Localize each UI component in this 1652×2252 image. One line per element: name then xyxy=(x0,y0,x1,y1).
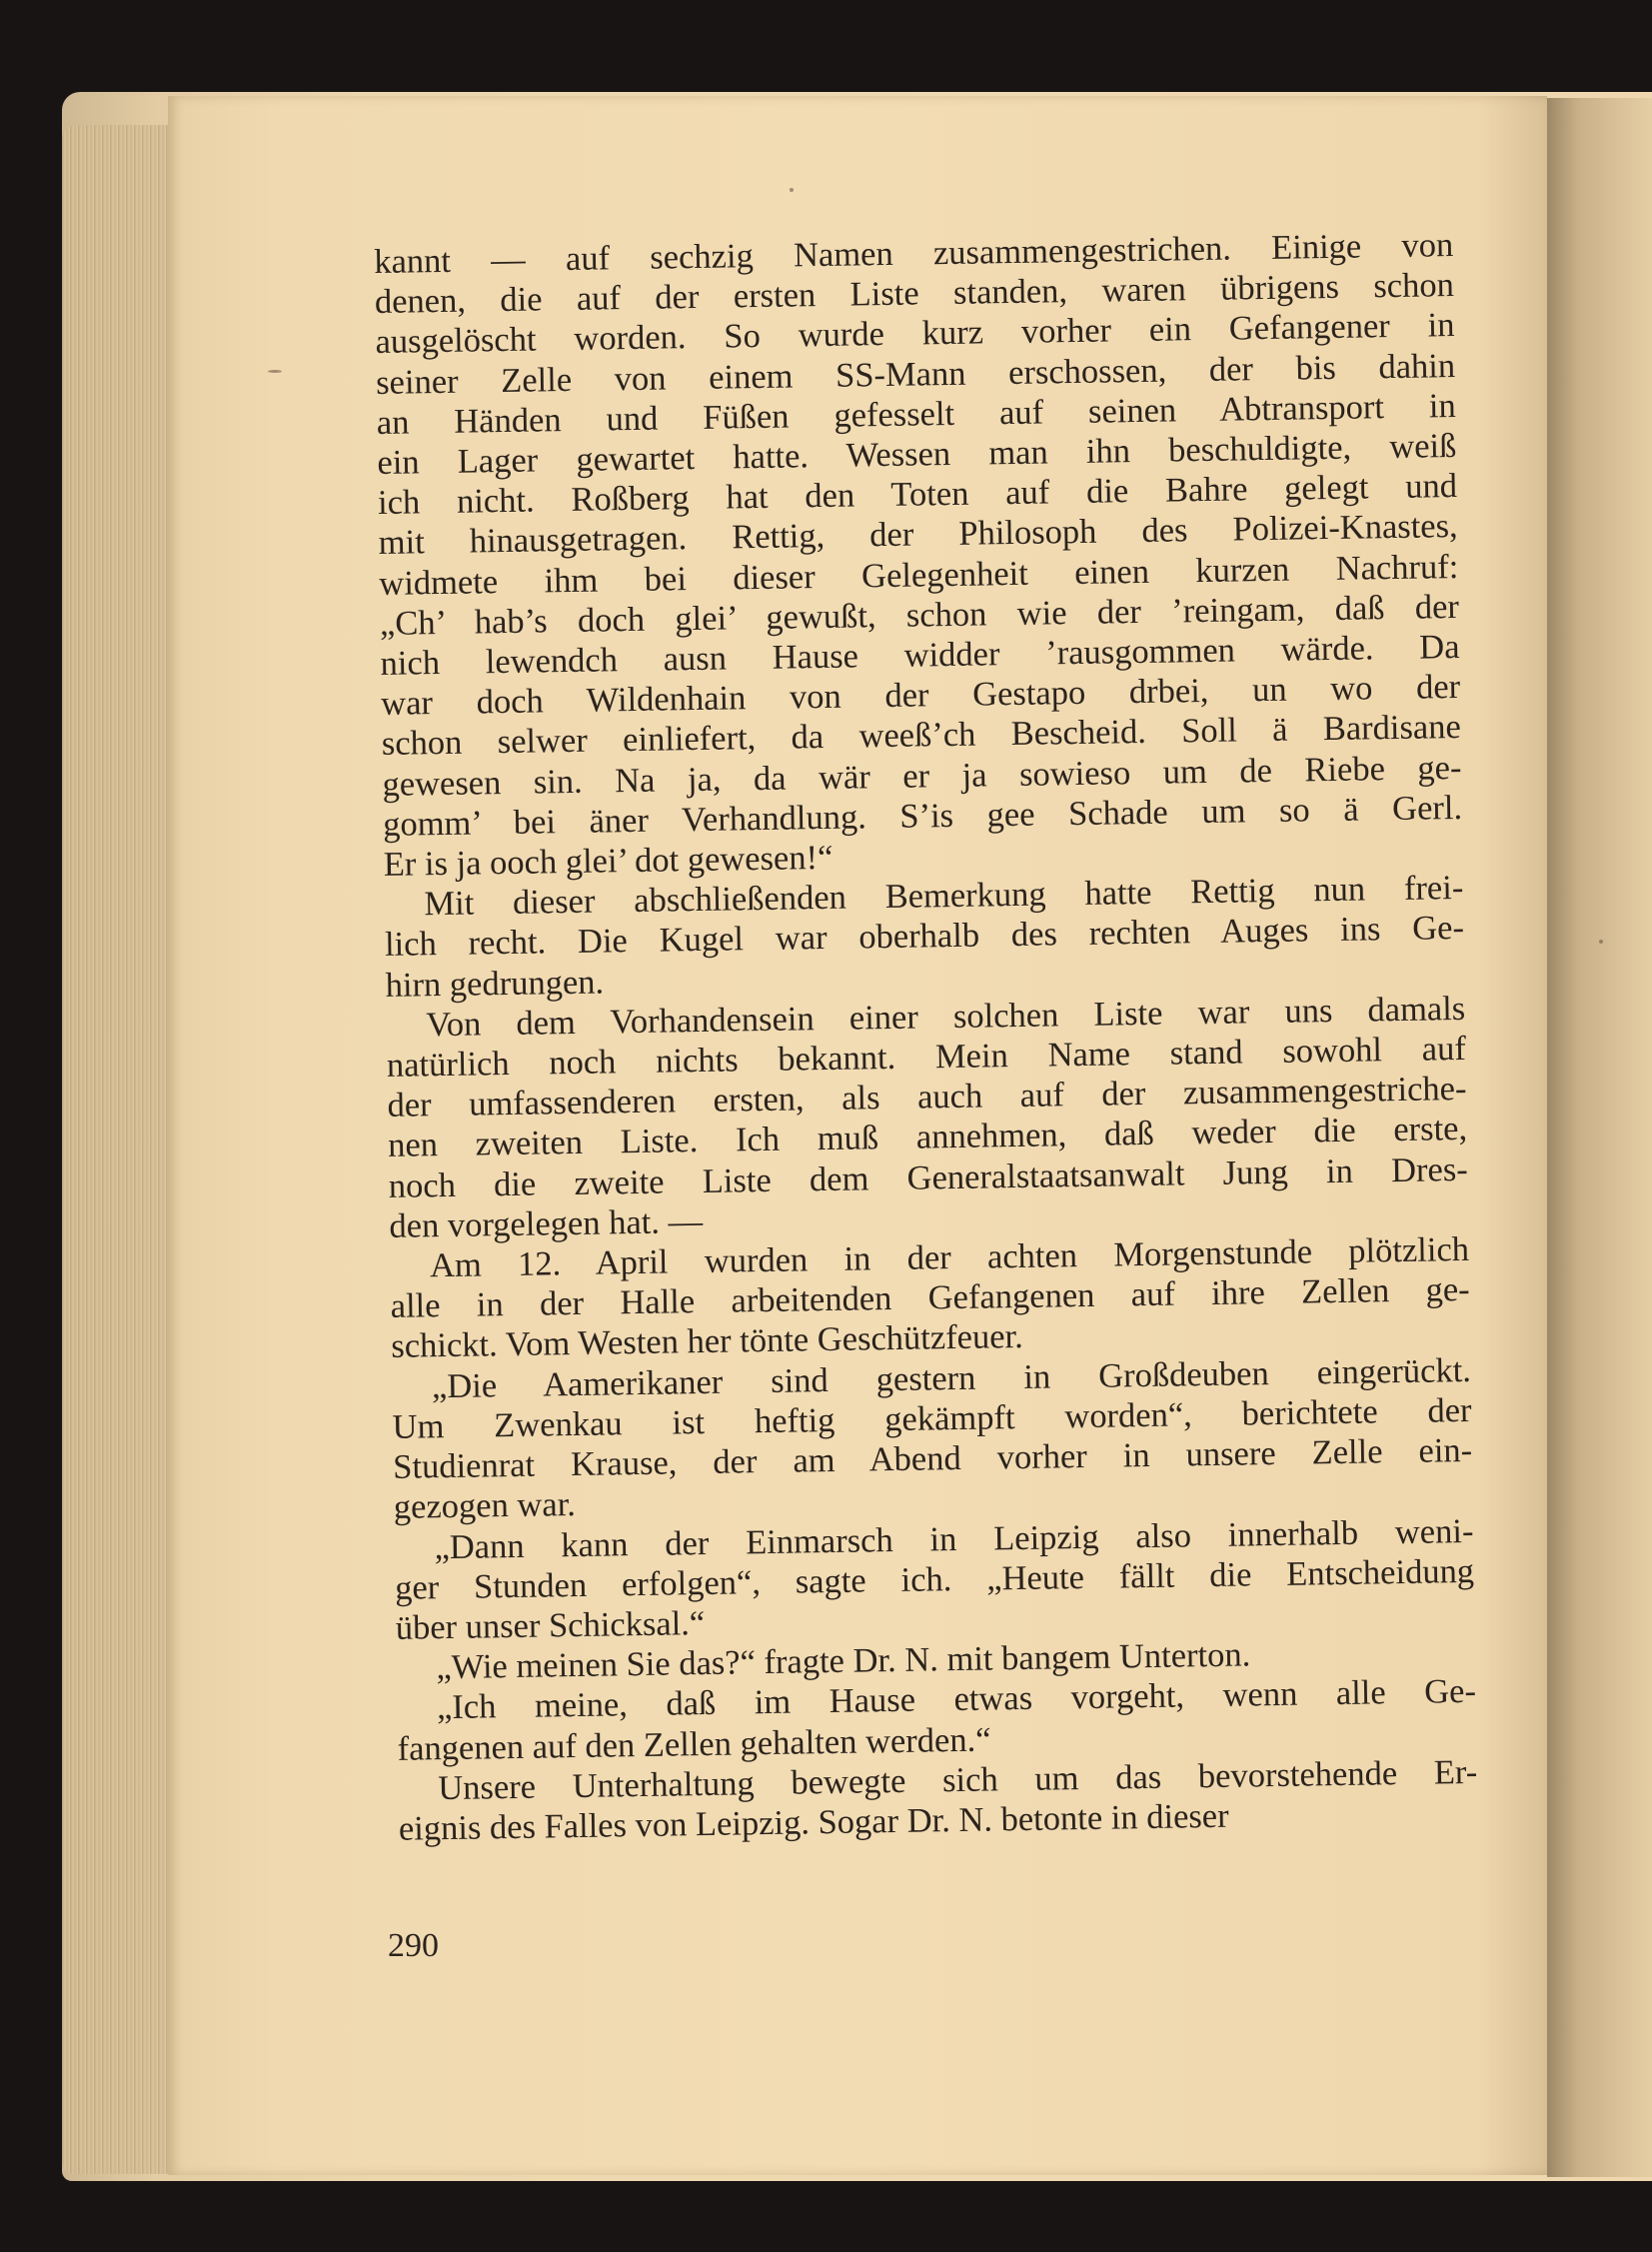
text-line: gezogen war. xyxy=(393,1485,577,1527)
text-line: nich lewendch ausn Hause widder ’rausgommen wärde. Da xyxy=(380,628,1460,683)
text-line: noch die zweite Liste dem Generalstaatsanwalt Jung in Dres- xyxy=(388,1149,1469,1205)
text-line: Von dem Vorhandensein einer solchen Liste war uns damals xyxy=(426,989,1466,1045)
text-line: den vorgelegen hat. — xyxy=(389,1201,704,1245)
text-line: Um Zwenkau ist heftig gekämpft worden“, berichtete der xyxy=(392,1390,1472,1446)
text-line: der umfassenderen ersten, als auch auf der zusammengestriche- xyxy=(387,1070,1467,1126)
text-line: schickt. Vom Westen her tönte Geschützfeuer. xyxy=(391,1317,1024,1366)
paragraph xyxy=(390,1229,1471,1367)
page-number: 290 xyxy=(388,1927,439,1964)
text-line: ger Stunden erfolgen“, sagte ich. „Heute fällt die Entscheidung xyxy=(394,1551,1475,1607)
text-line: hirn gedrungen. xyxy=(385,963,605,1005)
text-line: Mit dieser abschließenden Bemerkung hatte Rettig nun frei- xyxy=(424,869,1464,924)
text-line: natürlich noch nichts bekannt. Mein Name stand sowohl auf xyxy=(386,1029,1467,1085)
text-line: schon selwer einliefert, da weeß’ch Bescheid. Soll ä Bardisane xyxy=(381,708,1462,764)
text-line: nen zweiten Liste. Ich muß annehmen, daß weder die erste, xyxy=(387,1110,1468,1165)
text-line: ein Lager gewartet hatte. Wessen man ihn beschuldigte, weiß xyxy=(377,427,1457,482)
text-line: widmete ihm bei dieser Gelegenheit einen kurzen Nachruf: xyxy=(379,547,1459,603)
text-line: kannt — auf sechzig Namen zusammengestrichen. Einige von xyxy=(374,226,1454,281)
text-line: ich nicht. Roßberg hat den Toten auf die Bahre gelegt und xyxy=(377,467,1458,523)
text-line: Studienrat Krause, der am Abend vorher in unsere Zelle ein- xyxy=(392,1430,1473,1486)
text-line: lich recht. Die Kugel war oberhalb des rechten Auges ins Ge- xyxy=(384,909,1465,965)
text-line: Er is ja ooch glei’ dot gewesen!“ xyxy=(383,838,833,884)
paper-speck xyxy=(268,370,282,373)
paragraph xyxy=(394,1510,1475,1648)
text-line: war doch Wildenhain von der Gestapo drbei, un wo der xyxy=(380,668,1461,724)
text-line: mit hinausgetragen. Rettig, der Philosoph des Polizei-Knastes, xyxy=(378,507,1458,563)
paper-speck xyxy=(1599,940,1603,944)
text-line: „Ch’ hab’s doch glei’ gewußt, schon wie der ’reingam, daß der xyxy=(379,587,1460,643)
paragraph xyxy=(392,1350,1473,1528)
paragraph xyxy=(398,1752,1478,1849)
text-line: über unser Schicksal.“ xyxy=(395,1603,706,1647)
text-line: an Händen und Füßen gefesselt auf seinen Abtransport in xyxy=(376,386,1457,442)
text-line: „Ich meine, daß im Hause etwas vorgeht, wenn alle Ge- xyxy=(436,1672,1477,1727)
paragraph xyxy=(384,868,1465,1006)
text-line: eignis des Falles von Leipzig. Sogar Dr. N. betonte in dieser xyxy=(398,1796,1229,1848)
text-line: „Die Aamerikaner sind gestern in Großdeuben eingerückt. xyxy=(431,1350,1472,1405)
text-line: fangenen auf den Zellen gehalten werden.“ xyxy=(397,1720,991,1768)
text-line: gewesen sin. Na ja, da wär er ja sowieso um de Riebe ge- xyxy=(382,748,1462,804)
paper-speck xyxy=(790,188,794,192)
text-line: „Dann kann der Einmarsch in Leipzig also innerhalb weni- xyxy=(434,1511,1474,1566)
text-line: „Wie meinen Sie das?“ fragte Dr. N. mit bangem Unterton. xyxy=(436,1635,1251,1687)
paragraph xyxy=(374,225,1463,885)
text-line: seiner Zelle von einem SS-Mann erschossen, der bis dahin xyxy=(375,346,1456,402)
text-line: alle in der Halle arbeitenden Gefangenen auf ihre Zellen ge- xyxy=(390,1270,1470,1326)
text-line: Unsere Unterhaltung bewegte sich um das bevorstehende Er- xyxy=(438,1752,1478,1807)
next-page-edge xyxy=(1547,98,1652,2177)
text-line: ausgelöscht worden. So wurde kurz vorher ein Gefangener in xyxy=(375,306,1455,362)
text-line: Am 12. April wurden in der achten Morgenstunde plötzlich xyxy=(429,1229,1470,1285)
text-line: denen, die auf der ersten Liste standen, waren übrigens schon xyxy=(374,266,1455,322)
paragraph xyxy=(386,989,1469,1246)
text-line: gomm’ bei äner Verhandlung. S’is gee Schade um so ä Gerl. xyxy=(382,788,1463,844)
page-text xyxy=(374,225,1478,1849)
